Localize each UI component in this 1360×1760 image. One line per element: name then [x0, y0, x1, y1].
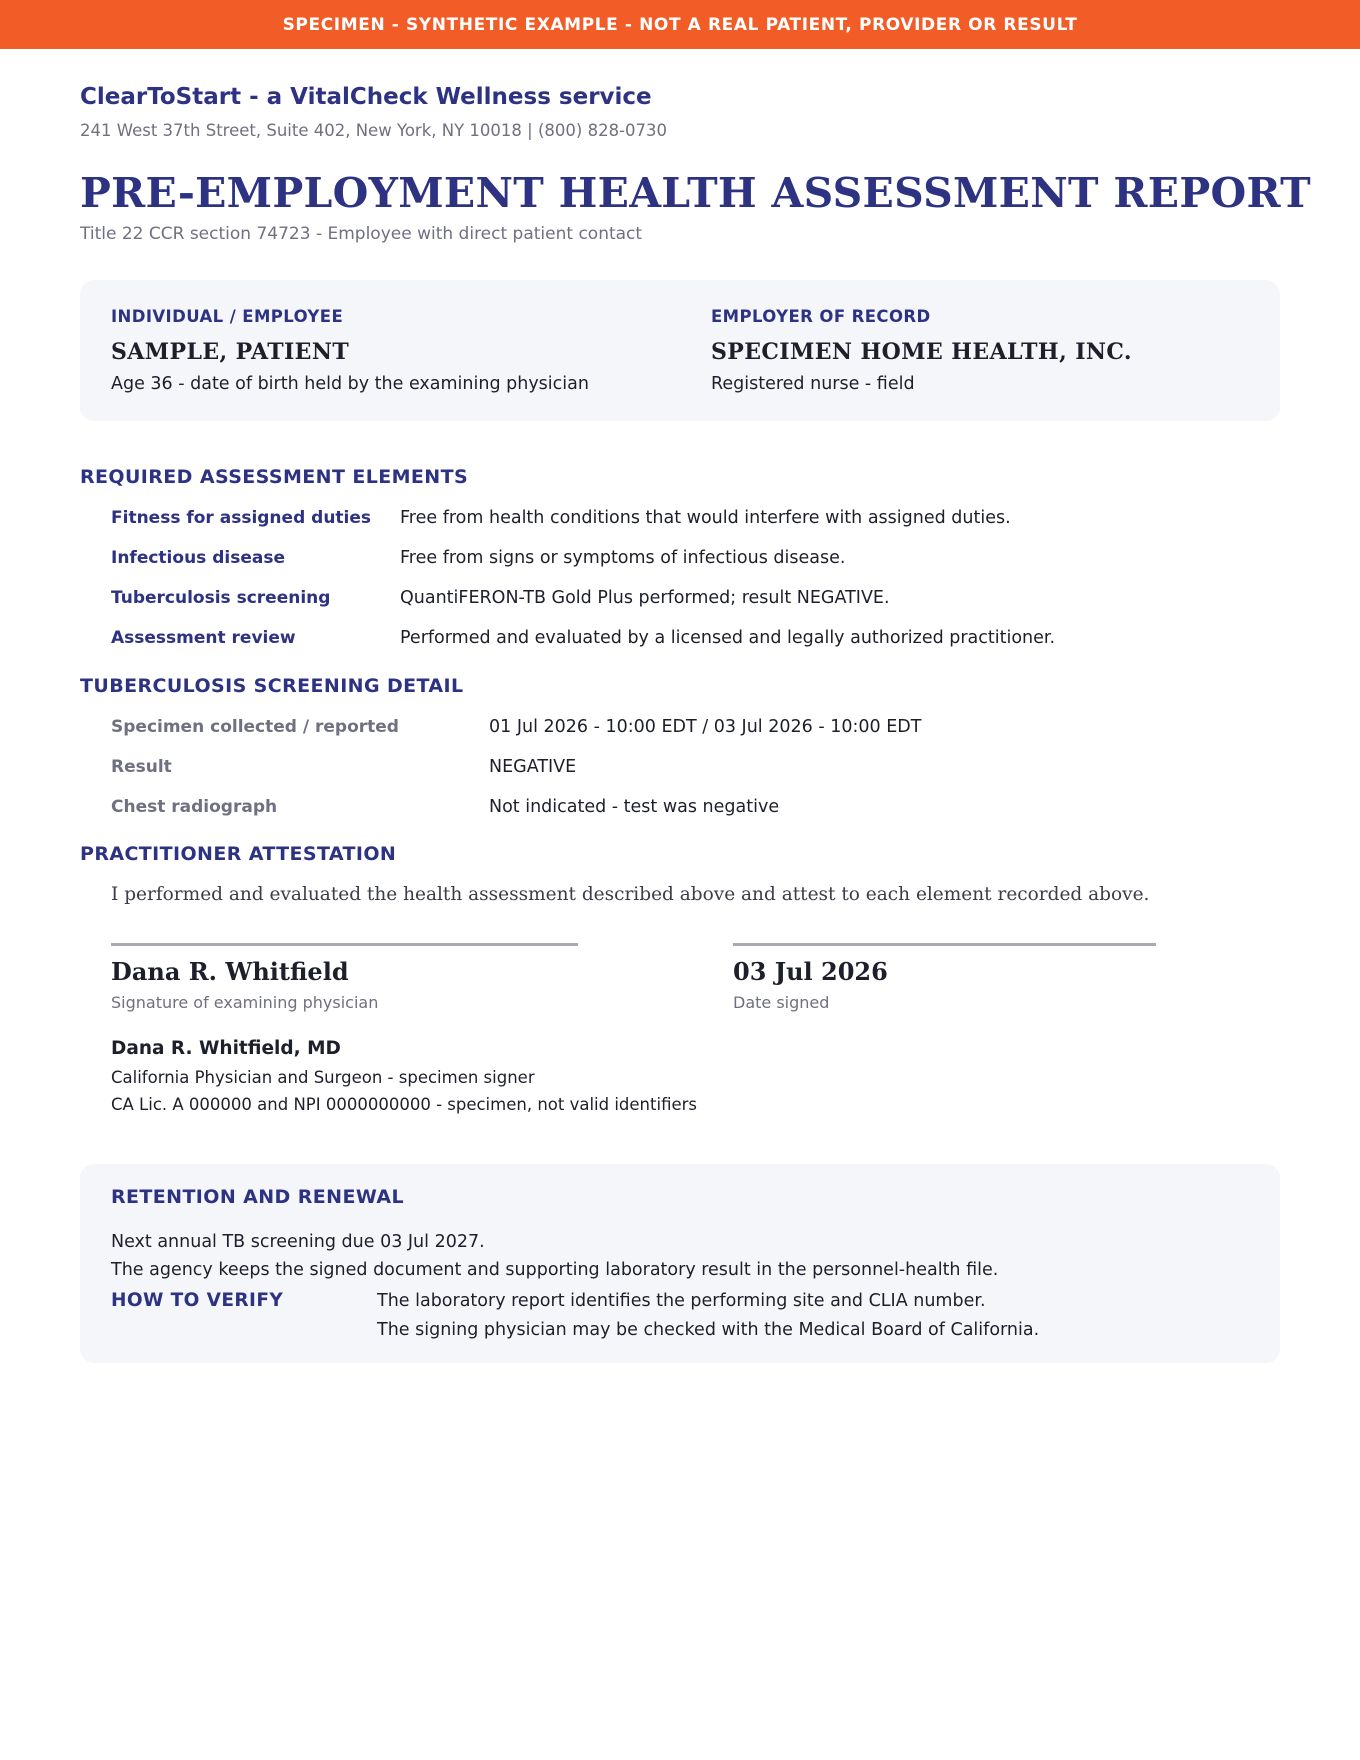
signature-line — [111, 943, 578, 946]
signature-caption: Signature of examining physician — [111, 993, 379, 1012]
specimen-banner — [0, 0, 1360, 49]
retention-panel — [80, 1164, 1280, 1363]
employer-detail: Registered nurse - field — [711, 374, 915, 394]
tb-detail-label: Specimen collected / reported — [111, 717, 399, 737]
employer-name: SPECIMEN HOME HEALTH, INC. — [711, 339, 1132, 365]
attestation-statement: I performed and evaluated the health assessment described above and attest to each element recorded above. — [111, 884, 1150, 905]
date-signed-value: 03 Jul 2026 — [733, 957, 888, 986]
report-subtitle: Title 22 CCR section 74723 - Employee with direct patient contact — [80, 224, 643, 244]
required-element-value: QuantiFERON-TB Gold Plus performed; result NEGATIVE. — [400, 588, 890, 608]
organization-address: 241 West 37th Street, Suite 402, New York, NY 10018 | (800) 828-0730 — [80, 121, 668, 140]
retention-record-keeping: The agency keeps the signed document and supporting laboratory result in the personnel-health file. — [111, 1260, 999, 1280]
tb-detail-value: Not indicated - test was negative — [489, 797, 780, 817]
retention-heading: RETENTION AND RENEWAL — [111, 1186, 404, 1208]
employee-detail: Age 36 - date of birth held by the examining physician — [111, 374, 589, 394]
required-element-value: Free from health conditions that would interfere with assigned duties. — [400, 508, 1011, 528]
tb-detail-value: 01 Jul 2026 - 10:00 EDT / 03 Jul 2026 - 10:00 EDT — [489, 717, 922, 737]
verify-lab-report: The laboratory report identifies the performing site and CLIA number. — [377, 1291, 986, 1311]
employee-label: INDIVIDUAL / EMPLOYEE — [111, 307, 344, 326]
organization-name: ClearToStart - a VitalCheck Wellness service — [80, 84, 652, 110]
report-title: PRE-EMPLOYMENT HEALTH ASSESSMENT REPORT — [80, 169, 1311, 217]
parties-panel — [80, 280, 1280, 421]
required-element-label: Infectious disease — [111, 548, 285, 568]
tb-detail-heading: TUBERCULOSIS SCREENING DETAIL — [80, 675, 464, 697]
required-element-label: Fitness for assigned duties — [111, 508, 372, 528]
employee-block — [111, 307, 589, 394]
required-element-label: Tuberculosis screening — [111, 588, 331, 608]
physician-identifiers: CA Lic. A 000000 and NPI 0000000000 - specimen, not valid identifiers — [111, 1095, 697, 1114]
required-element-value: Performed and evaluated by a licensed and legally authorized practitioner. — [400, 628, 1056, 648]
employer-block — [711, 307, 1132, 394]
required-element-value: Free from signs or symptoms of infectious disease. — [400, 548, 846, 568]
tb-detail-label: Chest radiograph — [111, 797, 278, 817]
physician-name: Dana R. Whitfield, MD — [111, 1038, 341, 1059]
specimen-banner-text: SPECIMEN - SYNTHETIC EXAMPLE - NOT A REAL PATIENT, PROVIDER OR RESULT — [282, 14, 1078, 35]
signature-name: Dana R. Whitfield — [111, 957, 349, 986]
employee-name: SAMPLE, PATIENT — [111, 339, 350, 365]
date-line — [733, 943, 1156, 946]
verify-physician: The signing physician may be checked with the Medical Board of California. — [377, 1320, 1040, 1340]
tb-detail-label: Result — [111, 757, 172, 777]
physician-title: California Physician and Surgeon - specimen signer — [111, 1068, 535, 1087]
tb-detail-value: NEGATIVE — [489, 757, 577, 777]
required-element-label: Assessment review — [111, 628, 296, 648]
date-signed-caption: Date signed — [733, 993, 830, 1012]
required-elements-heading: REQUIRED ASSESSMENT ELEMENTS — [80, 466, 469, 488]
attestation-heading: PRACTITIONER ATTESTATION — [80, 843, 397, 865]
retention-next-screening: Next annual TB screening due 03 Jul 2027. — [111, 1232, 485, 1252]
how-to-verify-label: HOW TO VERIFY — [111, 1290, 284, 1311]
employer-label: EMPLOYER OF RECORD — [711, 307, 931, 326]
